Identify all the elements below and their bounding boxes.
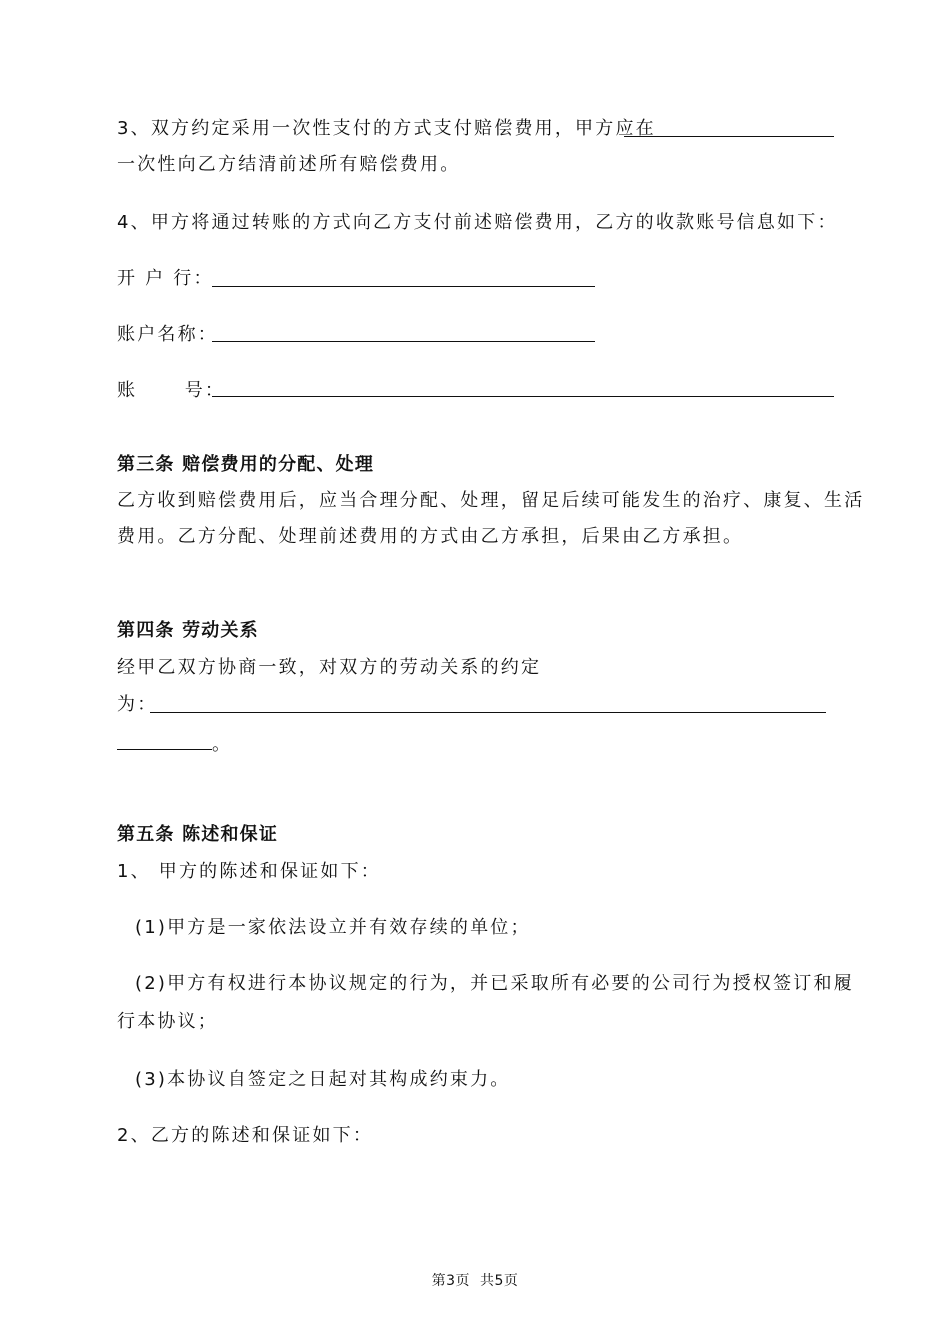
- page-footer: 第3页 共5页: [431, 1273, 519, 1289]
- bank-label: 开 户 行：: [117, 268, 214, 289]
- clause4-line2: 为：: [117, 694, 158, 715]
- clause5-heading: 第五条 陈述和保证: [117, 824, 279, 845]
- labor-relation-blank-cont[interactable]: [117, 749, 212, 750]
- item3-line2: 一次性向乙方结清前述所有赔偿费用。: [117, 154, 461, 175]
- item3-line1: 3、双方约定采用一次性支付的方式支付赔偿费用，甲方应在: [117, 118, 656, 139]
- clause4-heading: 第四条 劳动关系: [117, 620, 259, 641]
- payment-date-blank[interactable]: [624, 136, 834, 137]
- clause5-sub1: (1)甲方是一家依法设立并有效存续的单位；: [135, 917, 531, 938]
- account-name-label: 账户名称：: [117, 324, 218, 345]
- clause5-sub2-line1: (2)甲方有权进行本协议规定的行为，并已采取所有必要的公司行为授权签订和履: [135, 973, 854, 994]
- clause4-line1: 经甲乙双方协商一致，对双方的劳动关系的约定: [117, 657, 542, 678]
- clause3-line2: 费用。乙方分配、处理前述费用的方式由乙方承担，后果由乙方承担。: [117, 526, 744, 547]
- item4-text: 4、甲方将通过转账的方式向乙方支付前述赔偿费用，乙方的收款账号信息如下：: [117, 212, 838, 233]
- clause5-sub2-line2: 行本协议；: [117, 1011, 218, 1032]
- bank-blank[interactable]: [212, 286, 595, 287]
- account-number-blank[interactable]: [212, 396, 834, 397]
- labor-relation-blank[interactable]: [150, 712, 826, 713]
- clause3-heading: 第三条 赔偿费用的分配、处理: [117, 454, 375, 475]
- clause5-item1: 1、 甲方的陈述和保证如下：: [117, 861, 381, 882]
- account-name-blank[interactable]: [212, 341, 595, 342]
- clause5-item2: 2、乙方的陈述和保证如下：: [117, 1125, 374, 1146]
- clause5-sub3: (3)本协议自签定之日起对其构成约束力。: [135, 1069, 511, 1090]
- account-number-label: 账 号：: [117, 380, 226, 401]
- clause3-line1: 乙方收到赔偿费用后，应当合理分配、处理，留足后续可能发生的治疗、康复、生活: [117, 490, 865, 511]
- clause4-line3-end: 。: [212, 734, 233, 755]
